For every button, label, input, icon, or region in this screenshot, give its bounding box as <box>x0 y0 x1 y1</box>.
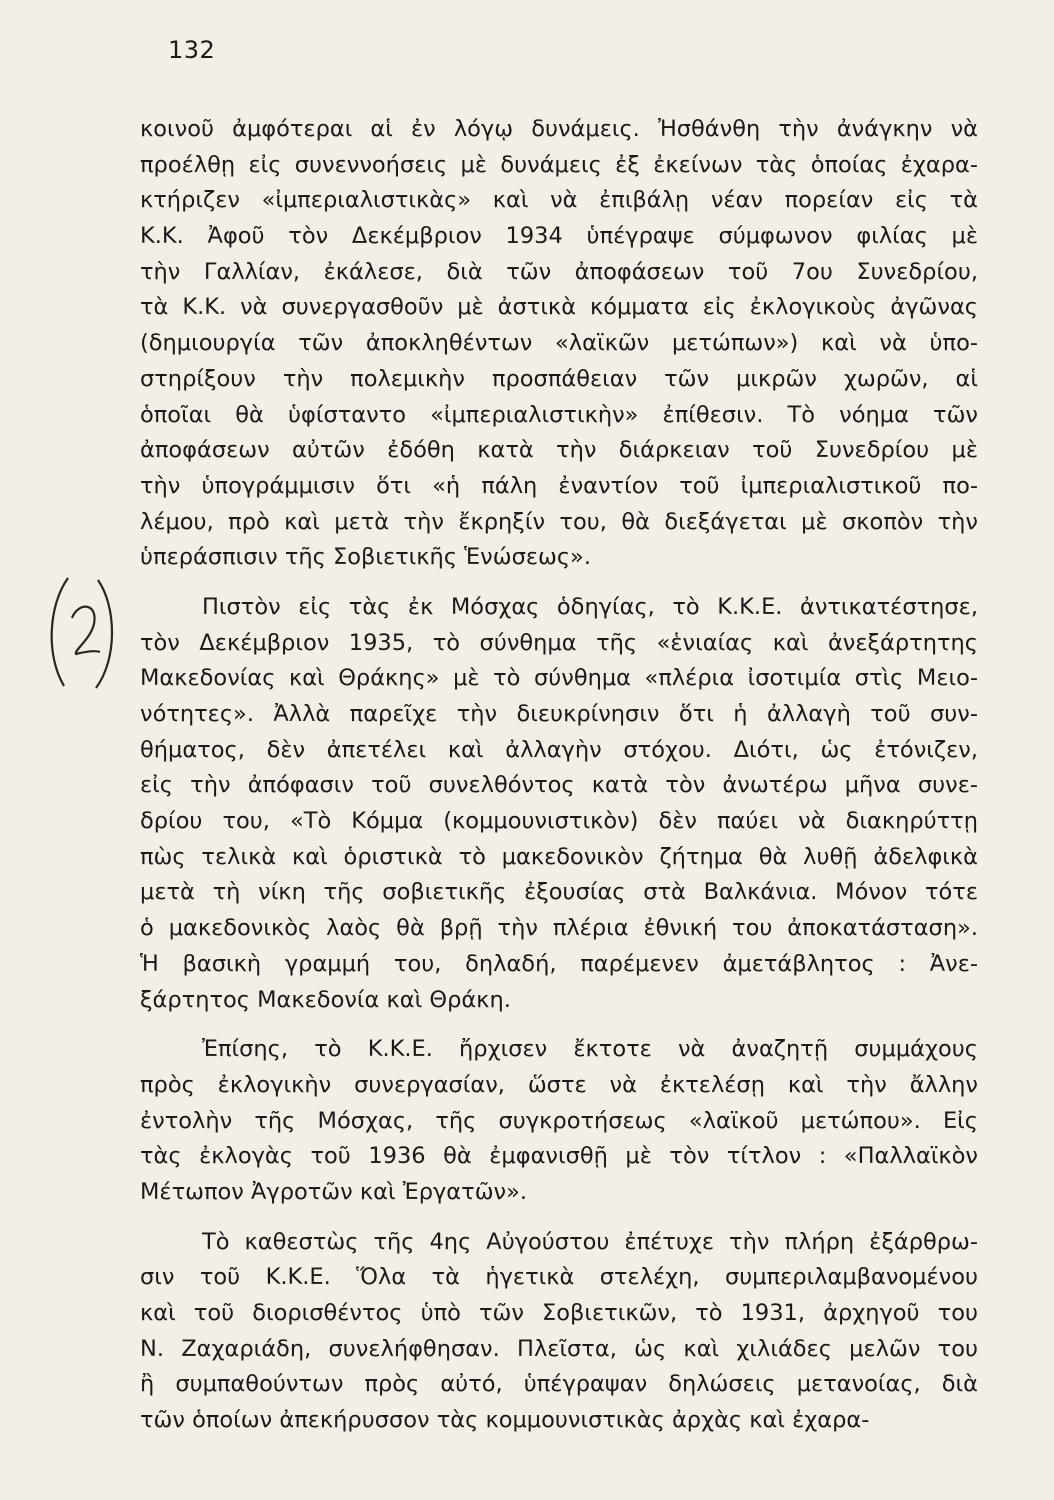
text-line: ἢ συμπαθούντων πρὸς αὐτό, ὑπέγραψαν δηλώσεις μετανοίας, διὰ <box>140 1371 978 1398</box>
text-line: ὑπεράσπισιν τῆς Σοβιετικῆς Ἑνώσεως». <box>140 544 591 571</box>
text-line: καὶ τοῦ διορισθέντος ὑπὸ τῶν Σοβιετικῶν, τὸ 1931, ἀρχηγοῦ του <box>140 1300 978 1326</box>
text-line: τὴν ὑπογράμμισιν ὅτι «ἡ πάλη ἐναντίον τοῦ ἰμπεριαλιστικοῦ πο- <box>140 472 978 499</box>
text-line: εἰς τὴν ἀπόφασιν τοῦ συνελθόντος κατὰ τὸν ἀνωτέρω μῆνα συνε- <box>140 772 978 799</box>
text-line: ὁ μακεδονικὸς λαὸς θὰ βρῇ τὴν πλέρια ἐθνική του ἀποκατάσταση». <box>140 915 978 942</box>
text-line: σιν τοῦ Κ.Κ.Ε. Ὅλα τὰ ἡγετικὰ στελέχη, συμπεριλαμβανομένου <box>140 1264 978 1291</box>
text-line: ὁποῖαι θὰ ὑφίσταντο «ἰμπεριαλιστικὴν» ἐπίθεσιν. Τὸ νόημα τῶν <box>140 401 978 428</box>
text-line: κοινοῦ ἀμφότεραι αἱ ἐν λόγῳ δυνάμεις. Ἠσθάνθη τὴν ἀνάγκην νὰ <box>140 116 978 142</box>
text-line: Μακεδονίας καὶ Θράκης» μὲ τὸ σύνθημα «πλέρια ἰσοτιμία στὶς Μειο- <box>140 665 978 692</box>
text-line: στηρίξουν τὴν πολεμικὴν προσπάθειαν τῶν μικρῶν χωρῶν, αἱ <box>140 365 978 392</box>
text-line: (δημιουργία τῶν ἀποκληθέντων «λαϊκῶν μετώπων») καὶ νὰ ὑπο- <box>140 330 978 357</box>
text-line: ξάρτητος Μακεδονία καὶ Θράκη. <box>140 986 511 1013</box>
text-line: λέμου, πρὸ καὶ μετὰ τὴν ἔκρηξίν του, θὰ διεξάγεται μὲ σκοπὸν τὴν <box>140 508 978 535</box>
text-line: κτήριζεν «ἰμπεριαλιστικὰς» καὶ νὰ ἐπιβάλῃ νέαν πορείαν εἰς τὰ <box>140 187 978 214</box>
text-line: μετὰ τὴ νίκη τῆς σοβιετικῆς ἐξουσίας στὰ Βαλκάνια. Μόνον τότε <box>140 879 978 906</box>
text-line: τὸν Δεκέμβριον 1935, τὸ σύνθημα τῆς «ἑνιαίας καὶ ἀνεξάρτητης <box>140 629 978 656</box>
paragraph <box>140 590 978 1018</box>
text-line: Κ.Κ. Ἀφοῦ τὸν Δεκέμβριον 1934 ὑπέγραψε σύμφωνον φιλίας μὲ <box>140 223 978 250</box>
text-line: Ἐπίσης, τὸ Κ.Κ.Ε. ἤρχισεν ἔκτοτε νὰ ἀναζητῇ συμμάχους <box>202 1036 978 1063</box>
paragraph <box>140 1032 978 1210</box>
text-line: Μέτωπον Ἀγροτῶν καὶ Ἐργατῶν». <box>140 1178 528 1205</box>
text-line: τὰ Κ.Κ. νὰ συνεργασθοῦν μὲ ἀστικὰ κόμματα εἰς ἐκλογικοὺς ἀγῶνας <box>140 294 978 321</box>
text-line: πὼς τελικὰ καὶ ὁριστικὰ τὸ μακεδονικὸν ζήτημα θὰ λυθῇ ἀδελφικὰ <box>140 843 978 870</box>
paragraph <box>140 1225 978 1439</box>
text-line: τὰς ἐκλογὰς τοῦ 1936 θὰ ἐμφανισθῇ μὲ τὸν τίτλον : «Παλλαϊκὸν <box>140 1143 978 1170</box>
text-line: προέλθῃ εἰς συνεννοήσεις μὲ δυνάμεις ἐξ ἐκείνων τὰς ὁποίας ἐχαρα- <box>140 151 978 178</box>
text-line: τῶν ὁποίων ἀπεκήρυσσον τὰς κομμουνιστικὰς ἀρχὰς καὶ ἐχαρα- <box>140 1407 870 1434</box>
paragraph <box>140 112 978 576</box>
margin-annotation <box>38 566 128 696</box>
text-line: Ἡ βασικὴ γραμμή του, δηλαδή, παρέμενεν ἀμετάβλητος : Ἀνε- <box>140 950 978 977</box>
body-text <box>140 112 978 1439</box>
text-line: ἀποφάσεων αὐτῶν ἐδόθη κατὰ τὴν διάρκειαν τοῦ Συνεδρίου μὲ <box>140 437 978 464</box>
page-number: 132 <box>168 36 216 64</box>
text-line: πρὸς ἐκλογικὴν συνεργασίαν, ὥστε νὰ ἐκτελέσῃ καὶ τὴν ἄλλην <box>140 1071 978 1098</box>
text-line: Ν. Ζαχαριάδη, συνελήφθησαν. Πλεῖστα, ὡς καὶ χιλιάδες μελῶν του <box>140 1335 978 1362</box>
text-line: Τὸ καθεστὼς τῆς 4ης Αὐγούστου ἐπέτυχε τὴν πλήρη ἐξάρθρω- <box>202 1228 978 1255</box>
text-line: τὴν Γαλλίαν, ἐκάλεσε, διὰ τῶν ἀποφάσεων τοῦ 7ου Συνεδρίου, <box>140 258 978 285</box>
text-line: Πιστὸν εἰς τὰς ἐκ Μόσχας ὁδηγίας, τὸ Κ.Κ.Ε. ἀντικατέστησε, <box>202 593 978 620</box>
text-line: ἐντολὴν τῆς Μόσχας, τῆς συγκροτήσεως «λαϊκοῦ μετώπου». Εἰς <box>140 1107 978 1134</box>
text-line: θήματος, δὲν ἀπετέλει καὶ ἀλλαγὴν στόχου. Διότι, ὡς ἐτόνιζεν, <box>140 736 978 763</box>
handwritten-bracket-icon <box>38 566 128 696</box>
text-line: νότητες». Ἀλλὰ παρεῖχε τὴν διευκρίνησιν ὅτι ἡ ἀλλαγὴ τοῦ συν- <box>140 701 978 727</box>
text-line: δρίου του, «Τὸ Κόμμα (κομμουνιστικὸν) δὲν παύει νὰ διακηρύττῃ <box>140 808 978 835</box>
